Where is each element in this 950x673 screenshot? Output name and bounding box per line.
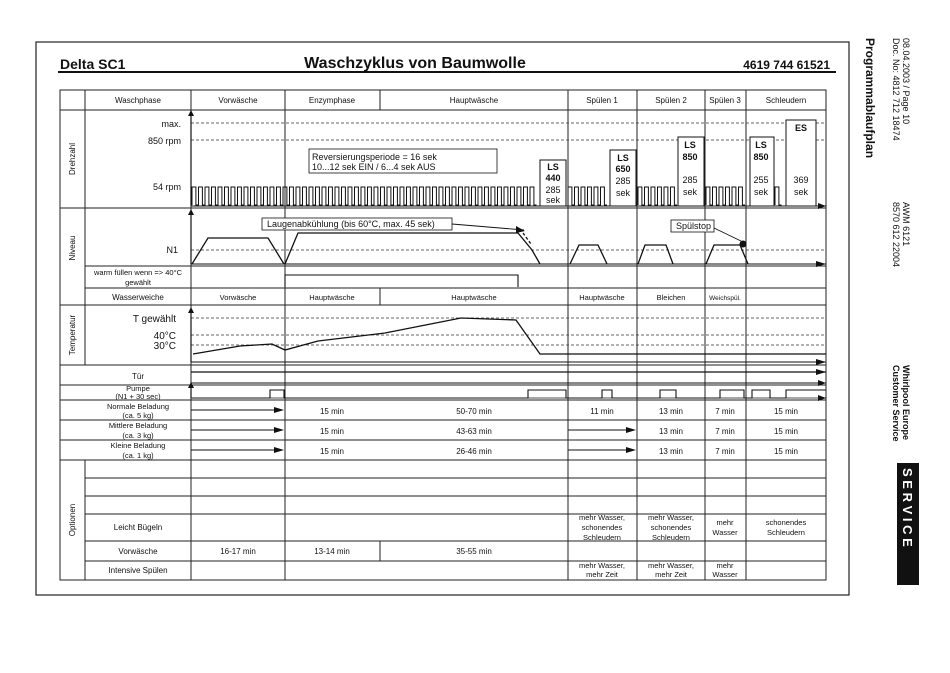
small-label-2: (ca. 1 kg): [122, 451, 154, 460]
medium-label-2: (ca. 3 kg): [122, 431, 154, 440]
wasserweiche-label: Wasserweiche: [112, 293, 164, 302]
diagram-title: Waschzyklus von Baumwolle: [304, 55, 526, 72]
warm-fill-2: gewählt: [125, 278, 151, 287]
normal-label-2: (ca. 5 kg): [122, 411, 154, 420]
small-enzym: 15 min: [319, 447, 345, 456]
label-40c: 40°C: [153, 331, 176, 342]
label-30c: 30°C: [153, 341, 176, 352]
vorw-vorwaesche: 16-17 min: [220, 547, 256, 556]
medium-s2: 13 min: [658, 427, 684, 436]
side-awm-no: AWM 6121: [901, 202, 911, 247]
normal-enzym: 15 min: [319, 407, 345, 416]
section-temperatur: Temperatur: [68, 314, 77, 356]
label-54rpm: 54 rpm: [152, 182, 181, 192]
ww-enzym: Hauptwäsche: [309, 293, 355, 302]
leicht-s1-3: Schleudern: [583, 533, 621, 542]
phase-header-label: Waschphase: [115, 96, 161, 105]
ls2-4: sek: [615, 188, 631, 198]
tuer-label: Tür: [132, 372, 144, 381]
side-dept: Customer Service: [891, 365, 901, 442]
intensiv-s1-2: mehr Zeit: [586, 570, 618, 579]
ls1-4: sek: [545, 195, 561, 205]
cooling-label: Laugenabkühlung (bis 60°C, max. 45 sek): [267, 219, 435, 229]
ls3-3: 285: [682, 175, 698, 185]
ww-haupt: Hauptwäsche: [451, 293, 497, 302]
side-company: Whirlpool Europe: [901, 365, 911, 440]
small-sch: 15 min: [773, 447, 799, 456]
side-date-page: 08.04.2003 / Page 10: [901, 38, 911, 125]
ls4-1: LS: [755, 140, 767, 150]
intensiv-s1-1: mehr Wasser,: [579, 561, 625, 570]
ls1-3: 285: [545, 185, 561, 195]
ls3-2: 850: [682, 152, 698, 162]
medium-haupt: 43-63 min: [456, 427, 492, 436]
intensiv-s3-1: mehr: [716, 561, 734, 570]
ls1-1: LS: [547, 162, 559, 172]
side-doc-no: Doc. No: 4812 712 18474: [891, 38, 901, 141]
phase-spuelen3: Spülen 3: [709, 96, 741, 105]
es-2: 369: [793, 175, 809, 185]
ww-spuelen1: Hauptwäsche: [579, 293, 625, 302]
phase-hauptwaesche: Hauptwäsche: [449, 96, 499, 105]
normal-label-1: Normale Beladung: [106, 402, 170, 411]
es-1: ES: [794, 123, 808, 133]
side-awm-code: 8570 612 22004: [891, 202, 901, 268]
opt-vorwaesche-label: Vorwäsche: [118, 547, 158, 556]
ls4-3: 255: [753, 175, 769, 185]
opt-leicht-label: Leicht Bügeln: [113, 523, 163, 532]
spuelstop-marker: [740, 241, 747, 248]
ww-spuelen2: Bleichen: [656, 293, 686, 302]
ls3-1: LS: [684, 140, 696, 150]
leicht-s2-3: Schleudern: [652, 533, 690, 542]
side-program-title: Programmablaufplan: [863, 38, 877, 159]
phase-schleudern: Schleudern: [765, 96, 807, 105]
section-niveau: Niveau: [68, 235, 77, 261]
intensiv-s2-1: mehr Wasser,: [648, 561, 694, 570]
normal-haupt: 50-70 min: [456, 407, 492, 416]
small-s3: 7 min: [715, 447, 735, 456]
phase-spuelen1: Spülen 1: [586, 96, 618, 105]
leicht-sch-2: Schleudern: [767, 528, 805, 537]
model-name: Delta SC1: [60, 56, 126, 72]
intensiv-s3-2: Wasser: [712, 570, 738, 579]
medium-label-1: Mittlere Beladung: [108, 421, 168, 430]
label-max: max.: [161, 119, 181, 129]
leicht-sch-1: schonendes: [765, 518, 807, 527]
reverse-line-1: Reversierungsperiode = 16 sek: [312, 152, 437, 162]
leicht-s1-1: mehr Wasser,: [579, 513, 625, 522]
small-label-1: Kleine Beladung: [110, 441, 166, 450]
vorw-haupt: 35-55 min: [456, 547, 492, 556]
leicht-s2-1: mehr Wasser,: [648, 513, 694, 522]
leicht-s2-2: schonendes: [650, 523, 692, 532]
label-850rpm: 850 rpm: [147, 136, 181, 146]
leicht-s3-2: Wasser: [712, 528, 738, 537]
part-number: 4619 744 61521: [743, 58, 830, 72]
pumpe-label-1: Pumpe: [126, 384, 150, 393]
normal-s1: 11 min: [590, 407, 614, 416]
ww-vorwaesche: Vorwäsche: [219, 293, 257, 302]
section-optionen: Optionen: [68, 503, 77, 537]
pumpe-label-2: (N1 + 30 sec): [115, 392, 161, 401]
medium-enzym: 15 min: [319, 427, 345, 436]
opt-intensiv-label: Intensive Spülen: [108, 566, 168, 575]
service-text: S E R V I C E: [900, 468, 915, 547]
ls3-4: sek: [682, 187, 698, 197]
ls4-4: sek: [753, 187, 769, 197]
ls4-2: 850: [753, 152, 769, 162]
leicht-s1-2: schonendes: [581, 523, 623, 532]
ww-spuelen3: Weichspül.: [709, 295, 741, 302]
leicht-s3-1: mehr: [716, 518, 734, 527]
spuelstop-label: Spülstop: [676, 221, 712, 231]
phase-spuelen2: Spülen 2: [655, 96, 687, 105]
ls1-2: 440: [545, 173, 561, 183]
phase-enzymphase: Enzymphase: [308, 96, 356, 105]
normal-s2: 13 min: [658, 407, 684, 416]
small-haupt: 26-46 min: [456, 447, 492, 456]
reverse-line-2: 10...12 sek EIN / 6...4 sek AUS: [312, 162, 436, 172]
es-3: sek: [793, 187, 809, 197]
section-drehzahl: Drehzahl: [68, 142, 77, 176]
normal-sch: 15 min: [773, 407, 799, 416]
medium-sch: 15 min: [773, 427, 799, 436]
normal-s3: 7 min: [715, 407, 735, 416]
label-n1: N1: [166, 245, 178, 255]
vorw-enzym: 13-14 min: [314, 547, 350, 556]
pump-signal: [192, 390, 826, 398]
medium-s3: 7 min: [715, 427, 735, 436]
ls2-2: 650: [615, 164, 631, 174]
warm-fill-1: warm füllen wenn => 40°C: [93, 268, 183, 277]
ls2-1: LS: [617, 153, 629, 163]
temperature-curve: [193, 318, 826, 354]
label-t-selected: T gewählt: [132, 314, 176, 325]
intensiv-s2-2: mehr Zeit: [655, 570, 687, 579]
phase-vorwaesche: Vorwäsche: [218, 96, 258, 105]
ls2-3: 285: [615, 176, 631, 186]
small-s2: 13 min: [658, 447, 684, 456]
